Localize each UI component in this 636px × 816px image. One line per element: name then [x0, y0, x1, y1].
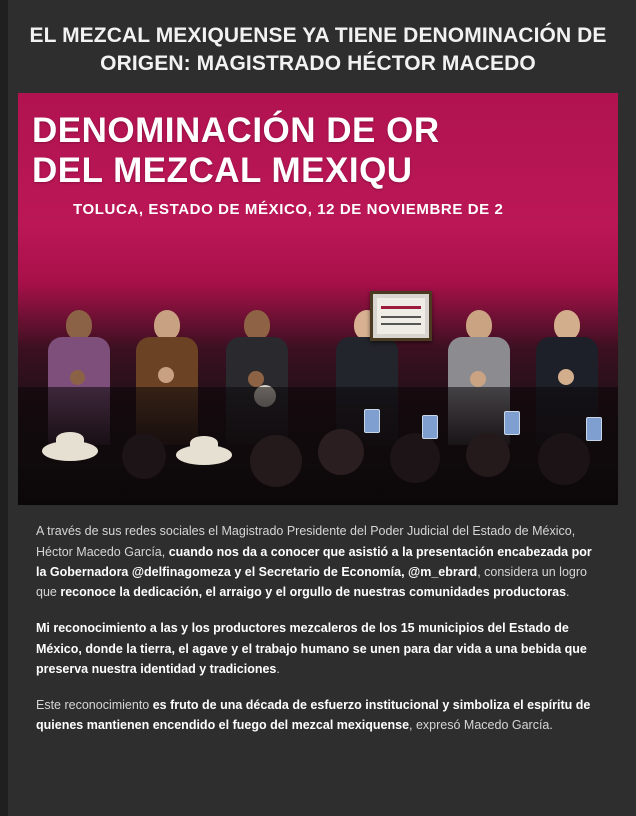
paragraph-emphasis: cuando nos da a conocer que asistió a la presentación encabezada por la Gobernadora @delfinagomeza y el Secretario de Economía, @m_ebrard	[36, 544, 592, 579]
paragraph-emphasis: reconoce la dedicación, el arraigo y el orgullo de nuestras comunidades productoras	[60, 585, 567, 600]
paragraph-text: Este reconocimiento	[36, 698, 153, 713]
paragraph-text: .	[566, 585, 570, 600]
audience-phone-1	[364, 409, 380, 433]
page-title: EL MEZCAL MEXIQUENSE YA TIENE DENOMINACIÓN DE ORIGEN: MAGISTRADO HÉCTOR MACEDO	[29, 24, 607, 75]
audience-phone-4	[586, 417, 602, 441]
audience-phone-3	[504, 411, 520, 435]
paragraph-emphasis: Mi reconocimiento a las y los productores mezcaleros de los 15 municipios del Estado de México, donde la tierra, el agave y el trabajo humano se unen para dar vida a una bebida que preserva nuestra identidad y tradiciones	[36, 621, 587, 676]
banner-headline-line-1: DENOMINACIÓN DE OR	[32, 111, 440, 151]
paragraph-text: .	[276, 661, 280, 676]
article-body	[18, 505, 618, 761]
paragraph-emphasis: es fruto de una década de esfuerzo institucional y simboliza el espíritu de quienes mantienen encendido el fuego del mezcal mexiquense	[36, 698, 591, 733]
article-paragraph	[36, 695, 600, 736]
article-paragraph	[36, 618, 600, 679]
award-plaque	[370, 291, 432, 341]
paragraph-text: , considera un logro que	[36, 564, 587, 600]
paragraph-text: , expresó Macedo García.	[409, 718, 553, 733]
page-left-rail	[0, 0, 8, 816]
banner-headline-line-2: DEL MEZCAL MEXIQU	[32, 151, 413, 191]
banner-subtitle-line: TOLUCA, ESTADO DE MÉXICO, 12 DE NOVIEMBRE DE 2	[73, 201, 504, 219]
article-paragraph	[36, 521, 600, 602]
audience-phone-2	[422, 415, 438, 439]
paragraph-text: A través de sus redes sociales el Magistrado Presidente del Poder Judicial del Estado de México, Héctor Macedo García,	[36, 524, 576, 559]
article-hero-image	[18, 93, 618, 505]
